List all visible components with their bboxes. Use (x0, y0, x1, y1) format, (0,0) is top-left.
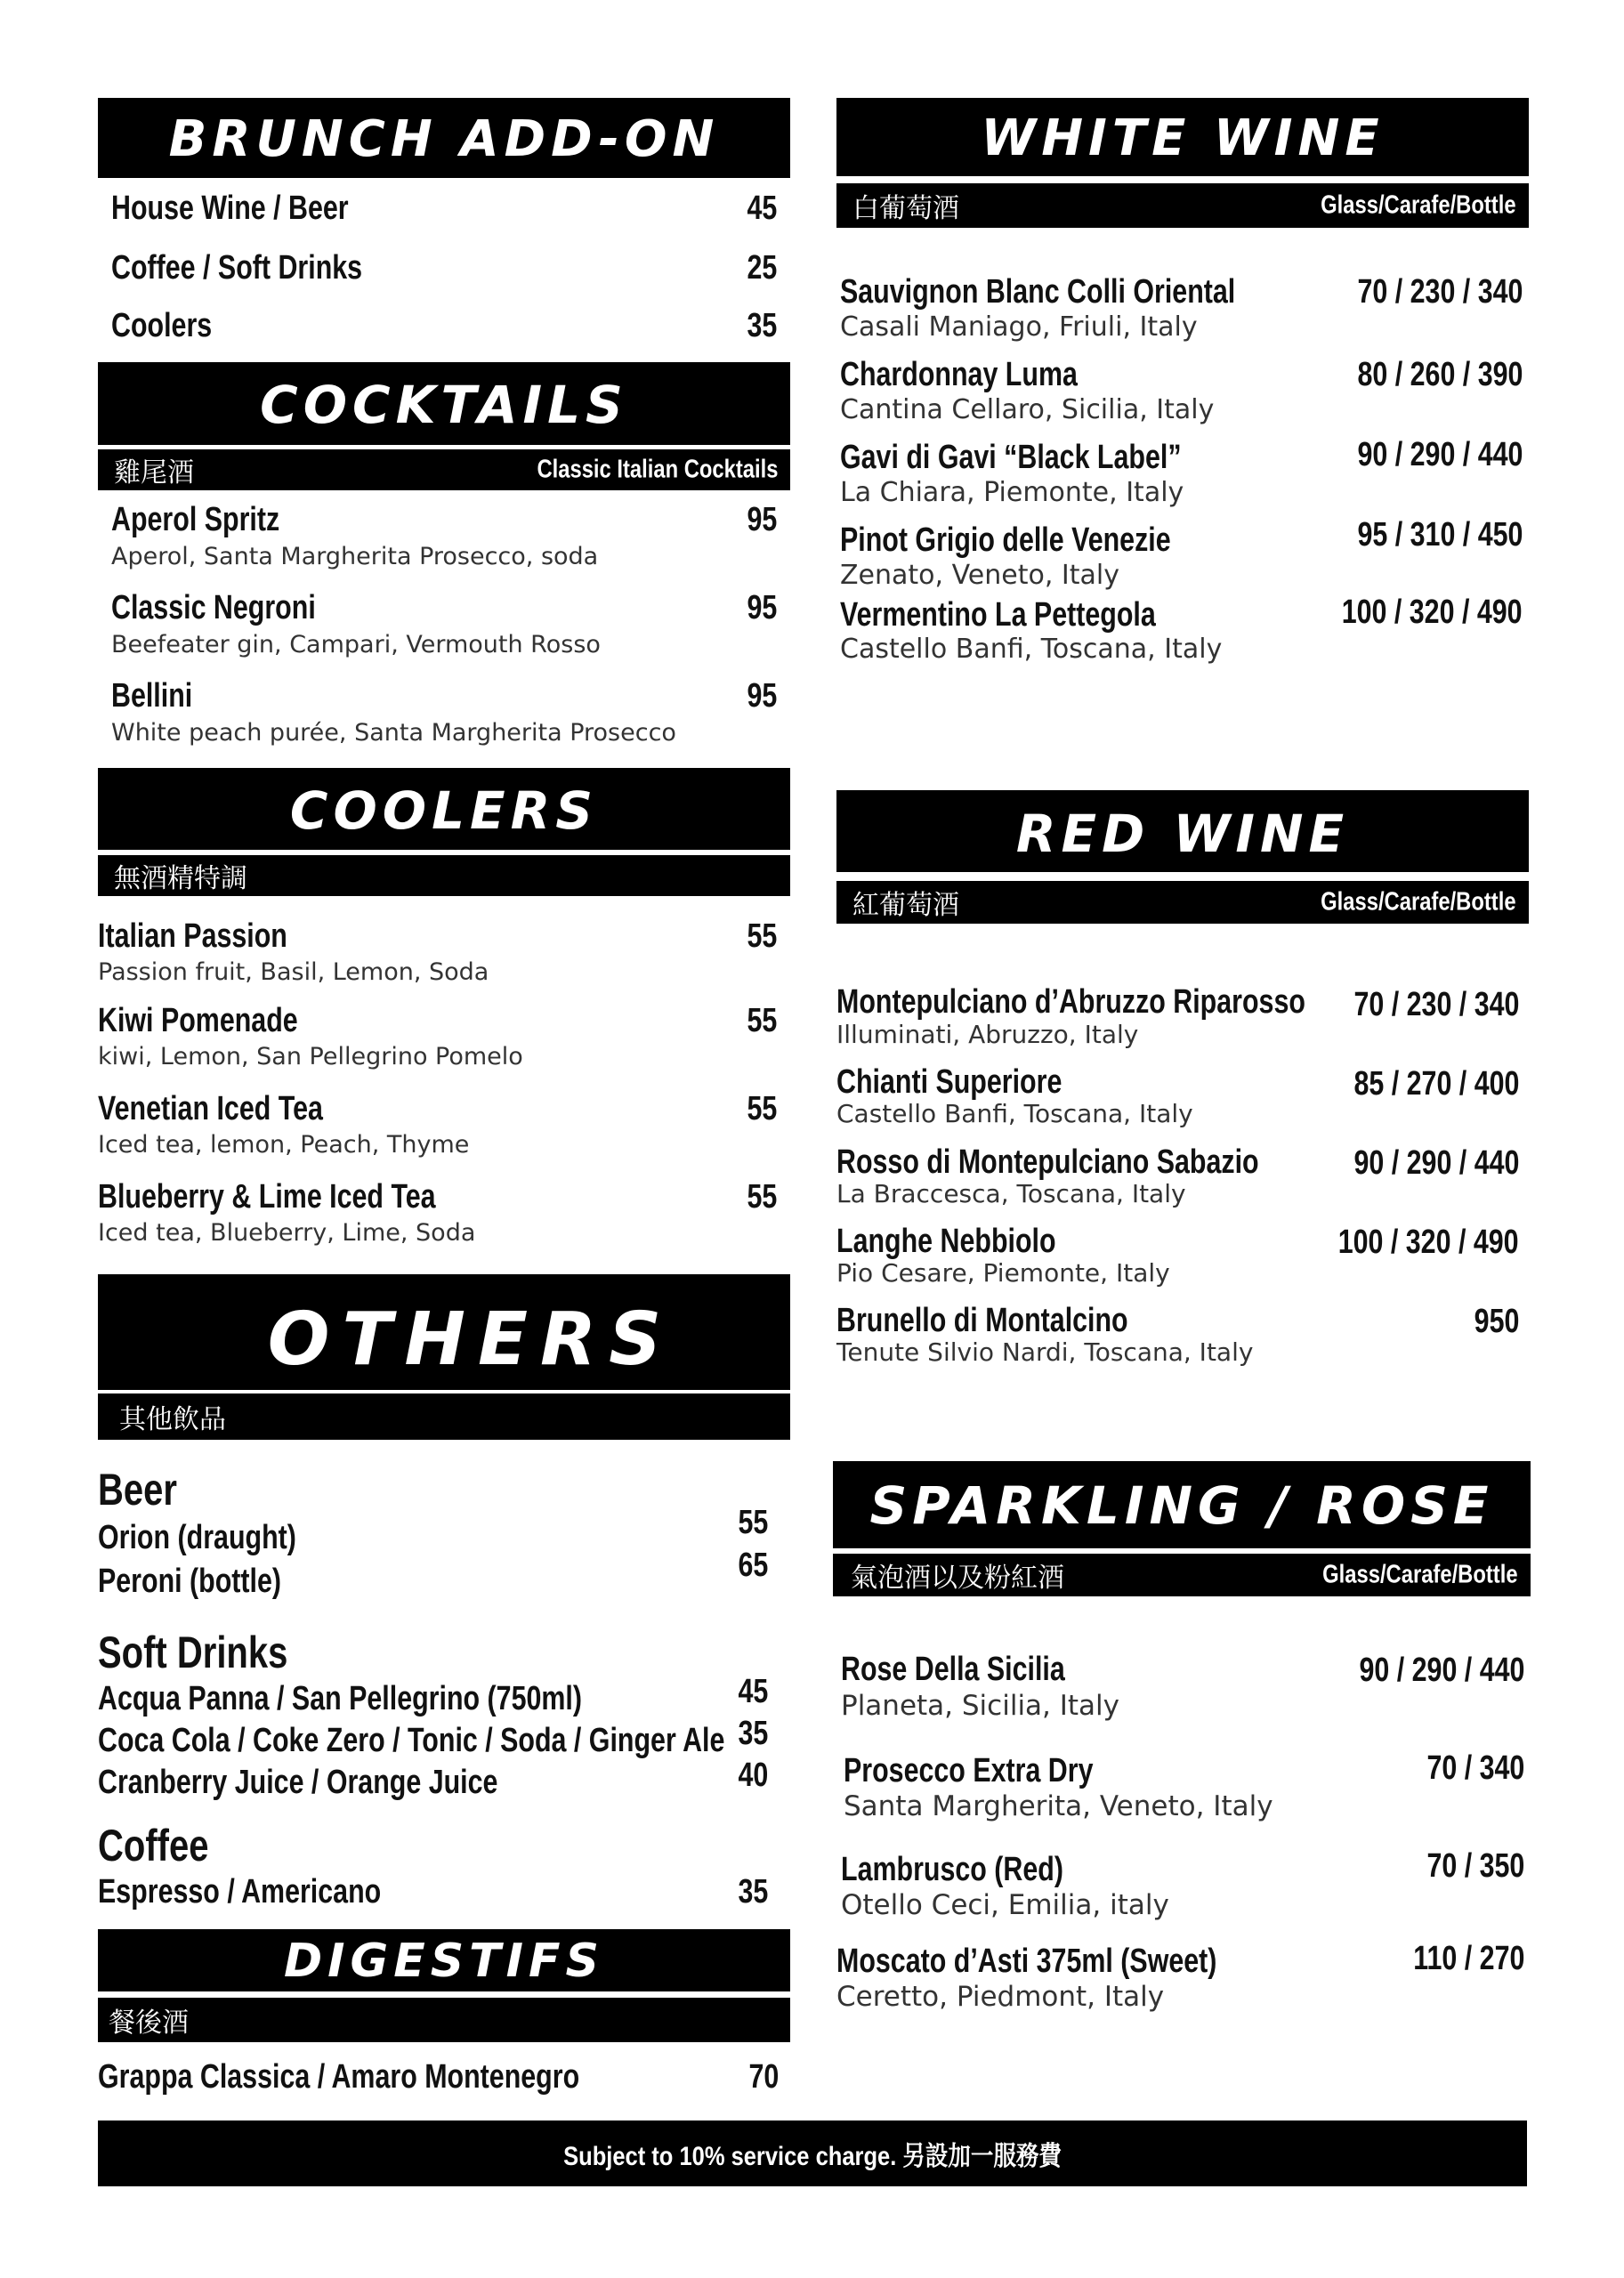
sparkling-desc: Ceretto, Piedmont, Italy (836, 1981, 1165, 2013)
red-wine-format: Glass/Carafe/Bottle (1321, 887, 1516, 917)
red-wine-zh: 紅葡萄酒 (852, 890, 959, 921)
brunch-header (98, 98, 790, 178)
white-wine-name: Pinot Grigio delle Venezie (840, 521, 1171, 559)
sparkling-name: Lambrusco (Red) (841, 1851, 1063, 1888)
sparkling-desc: Planeta, Sicilia, Italy (841, 1690, 1120, 1722)
cooler-name: Venetian Iced Tea (98, 1090, 323, 1127)
brunch-item-name: Coffee / Soft Drinks (111, 249, 363, 287)
cocktails-title: COCKTAILS (260, 375, 628, 435)
brunch-item-price: 35 (747, 307, 777, 344)
white-wine-name: Vermentino La Pettegola (840, 596, 1156, 634)
red-wine-subheader (836, 881, 1529, 924)
coolers-title: COOLERS (289, 780, 599, 841)
others-header (98, 1274, 790, 1390)
red-wine-name: Brunello di Montalcino (836, 1302, 1128, 1339)
cocktails-subheader (98, 449, 790, 490)
red-wine-price: 950 (1474, 1303, 1519, 1340)
others-title: OTHERS (267, 1297, 675, 1382)
sparkling-name: Prosecco Extra Dry (844, 1752, 1094, 1789)
red-wine-desc: Tenute Silvio Nardi, Toscana, Italy (836, 1337, 1254, 1367)
cooler-name: Kiwi Pomenade (98, 1002, 298, 1039)
white-wine-desc: Castello Banfi, Toscana, Italy (840, 634, 1223, 665)
white-wine-name: Chardonnay Luma (840, 356, 1078, 393)
white-wine-desc: Cantina Cellaro, Sicilia, Italy (840, 394, 1215, 425)
red-wine-title: RED WINE (1015, 804, 1350, 864)
sparkling-name: Moscato d’Asti 375ml (Sweet) (836, 1943, 1217, 1980)
cocktails-zh: 雞尾酒 (114, 457, 194, 489)
white-wine-name: Sauvignon Blanc Colli Oriental (840, 273, 1236, 311)
cocktail-price: 95 (747, 589, 777, 626)
cocktail-price: 95 (747, 501, 777, 538)
cooler-name: Blueberry & Lime Iced Tea (98, 1178, 436, 1216)
cooler-price: 55 (747, 1178, 777, 1216)
beer-item-name: Orion (draught) (98, 1519, 296, 1556)
sparkling-price: 90 / 290 / 440 (1359, 1652, 1524, 1689)
red-wine-price: 85 / 270 / 400 (1353, 1065, 1519, 1103)
cocktail-name: Classic Negroni (111, 589, 316, 626)
soft-drink-name: Cranberry Juice / Orange Juice (98, 1764, 498, 1801)
red-wine-price: 70 / 230 / 340 (1353, 986, 1519, 1023)
white-wine-title: WHITE WINE (981, 109, 1385, 167)
white-wine-format: Glass/Carafe/Bottle (1321, 190, 1516, 220)
cooler-name: Italian Passion (98, 917, 287, 955)
soft-drink-price: 40 (738, 1757, 768, 1794)
cocktail-desc: White peach purée, Santa Margherita Prosecco (111, 719, 676, 747)
red-wine-name: Montepulciano d’Abruzzo Riparosso (836, 983, 1305, 1021)
sparkling-subheader (833, 1554, 1531, 1596)
coffee-item-price: 35 (738, 1873, 768, 1910)
brunch-item-name: House Wine / Beer (111, 190, 349, 227)
soft-drink-name: Coca Cola / Coke Zero / Tonic / Soda / Ginger Ale (98, 1722, 725, 1759)
digestifs-subheader (98, 1998, 790, 2042)
others-subheader (98, 1393, 790, 1440)
red-wine-name: Rosso di Montepulciano Sabazio (836, 1143, 1259, 1181)
sparkling-price: 110 / 270 (1412, 1940, 1524, 1977)
digestifs-header (98, 1929, 790, 1991)
red-wine-desc: La Braccesca, Toscana, Italy (836, 1179, 1186, 1208)
white-wine-price: 100 / 320 / 490 (1342, 594, 1523, 631)
digestifs-zh: 餐後酒 (109, 2007, 189, 2039)
footer-bar (98, 2120, 1527, 2186)
red-wine-desc: Pio Cesare, Piemonte, Italy (836, 1258, 1170, 1288)
white-wine-price: 70 / 230 / 340 (1357, 273, 1523, 311)
white-wine-header (836, 98, 1529, 176)
sparkling-desc: Santa Margherita, Veneto, Italy (844, 1790, 1273, 1822)
cocktails-subtitle: Classic Italian Cocktails (537, 455, 778, 484)
beer-item-price: 55 (738, 1504, 768, 1541)
digestifs-title: DIGESTIFS (284, 1935, 604, 1988)
cocktail-name: Bellini (111, 677, 193, 715)
sparkling-desc: Otello Ceci, Emilia, italy (841, 1889, 1169, 1921)
sparkling-format: Glass/Carafe/Bottle (1322, 1560, 1518, 1589)
soft-drink-price: 35 (738, 1715, 768, 1752)
white-wine-desc: Zenato, Veneto, Italy (840, 560, 1119, 591)
others-zh: 其他飲品 (119, 1404, 226, 1435)
sparkling-zh: 氣泡酒以及粉紅酒 (851, 1563, 1064, 1594)
red-wine-header (836, 790, 1529, 872)
brunch-item-price: 25 (747, 249, 777, 287)
cocktail-name: Aperol Spritz (111, 501, 280, 538)
digestif-name: Grappa Classica / Amaro Montenegro (98, 2058, 580, 2096)
coolers-subheader (98, 855, 790, 896)
red-wine-name: Langhe Nebbiolo (836, 1223, 1056, 1260)
cooler-price: 55 (747, 1002, 777, 1039)
digestif-price: 70 (748, 2058, 779, 2096)
service-charge-note: Subject to 10% service charge. 另設加一服務費 (563, 2142, 1062, 2171)
sparkling-price: 70 / 350 (1426, 1847, 1524, 1885)
red-wine-name: Chianti Superiore (836, 1063, 1062, 1101)
red-wine-desc: Castello Banfi, Toscana, Italy (836, 1099, 1193, 1128)
coolers-header (98, 768, 790, 850)
cooler-desc: Iced tea, Blueberry, Lime, Soda (98, 1219, 476, 1247)
soft-drink-price: 45 (738, 1673, 768, 1710)
sparkling-name: Rose Della Sicilia (841, 1651, 1065, 1688)
cocktail-desc: Aperol, Santa Margherita Prosecco, soda (111, 543, 599, 570)
coffee-item-name: Espresso / Americano (98, 1873, 382, 1910)
coolers-zh: 無酒精特調 (114, 863, 247, 894)
coffee-heading: Coffee (98, 1821, 209, 1870)
cooler-desc: Passion fruit, Basil, Lemon, Soda (98, 958, 489, 986)
cooler-price: 55 (747, 1090, 777, 1127)
cooler-desc: Iced tea, lemon, Peach, Thyme (98, 1131, 470, 1159)
white-wine-desc: Casali Maniago, Friuli, Italy (840, 311, 1198, 343)
sparkling-title: SPARKLING / ROSE (869, 1475, 1494, 1536)
white-wine-subheader (836, 183, 1529, 228)
soft-drinks-heading: Soft Drinks (98, 1628, 288, 1677)
red-wine-price: 90 / 290 / 440 (1353, 1144, 1519, 1182)
cooler-desc: kiwi, Lemon, San Pellegrino Pomelo (98, 1043, 523, 1070)
cocktail-desc: Beefeater gin, Campari, Vermouth Rosso (111, 631, 601, 658)
brunch-item-price: 45 (747, 190, 777, 227)
beer-item-name: Peroni (bottle) (98, 1563, 282, 1600)
beer-heading: Beer (98, 1465, 177, 1515)
sparkling-price: 70 / 340 (1426, 1749, 1524, 1787)
white-wine-price: 95 / 310 / 450 (1357, 516, 1523, 553)
white-wine-price: 80 / 260 / 390 (1357, 356, 1523, 393)
cocktail-price: 95 (747, 677, 777, 715)
white-wine-desc: La Chiara, Piemonte, Italy (840, 477, 1184, 508)
beer-item-price: 65 (738, 1547, 768, 1584)
soft-drink-name: Acqua Panna / San Pellegrino (750ml) (98, 1680, 582, 1717)
sparkling-header (833, 1461, 1531, 1548)
red-wine-price: 100 / 320 / 490 (1338, 1224, 1519, 1261)
cooler-price: 55 (747, 917, 777, 955)
red-wine-desc: Illuminati, Abruzzo, Italy (836, 1020, 1139, 1049)
brunch-item-name: Coolers (111, 307, 213, 344)
white-wine-zh: 白葡萄酒 (852, 193, 959, 224)
white-wine-price: 90 / 290 / 440 (1357, 436, 1523, 473)
brunch-title: BRUNCH ADD-ON (168, 110, 720, 168)
cocktails-header (98, 362, 790, 445)
white-wine-name: Gavi di Gavi “Black Label” (840, 439, 1182, 476)
